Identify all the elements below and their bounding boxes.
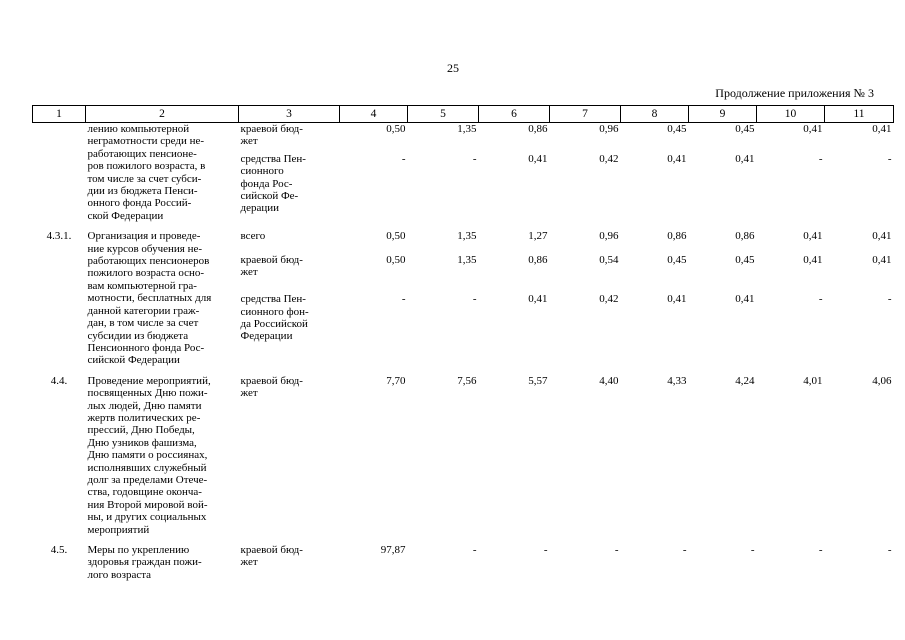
value-cell: 0,86 xyxy=(528,123,548,135)
funding-source: средства Пен- сионного фон- да Российской Федерации xyxy=(240,293,309,343)
column-header: 8 xyxy=(621,106,689,123)
column-header: 9 xyxy=(689,106,757,123)
value-cell: 1,35 xyxy=(457,230,477,243)
column-header: 6 xyxy=(479,106,550,123)
row-id: 4.4. xyxy=(50,374,68,387)
value-cell: 0,86 xyxy=(528,254,548,267)
value-cell: 7,56 xyxy=(457,374,477,387)
funding-source: краевой бюд- жет xyxy=(240,544,303,569)
funding-source: средства Пен- сионного фонда Рос- сийской Фе- дерации xyxy=(240,152,306,215)
value-cell: - xyxy=(401,152,406,165)
funding-source: всего xyxy=(240,230,266,243)
column-header: 4 xyxy=(340,106,408,123)
value-cell: - xyxy=(818,293,823,306)
value-cell: - xyxy=(401,293,406,306)
column-header: 10 xyxy=(757,106,825,123)
value-cell: 1,35 xyxy=(457,254,477,267)
value-cell: 0,96 xyxy=(599,230,619,243)
column-number-row xyxy=(33,106,894,123)
value-cell: 5,57 xyxy=(528,374,548,387)
table-row xyxy=(33,367,894,536)
value-cell: 0,41 xyxy=(667,293,687,306)
budget-table xyxy=(32,105,894,581)
value-cell: 4,24 xyxy=(735,374,755,387)
value-cell: 0,41 xyxy=(803,230,823,243)
value-cell: - xyxy=(887,293,892,306)
value-cell: 0,96 xyxy=(599,123,619,135)
value-cell: 7,70 xyxy=(386,374,406,387)
column-header: 7 xyxy=(550,106,621,123)
measure-name: лению компьютерной неграмотности среди не- работающих пенсионе- ров пожилого возраста, в том числе за счет субси- дии из бюджета Пенси- онного фонда Россий- ской Федерации xyxy=(87,123,206,222)
value-cell: - xyxy=(682,544,687,556)
value-cell: 4,33 xyxy=(667,374,687,387)
table-row xyxy=(33,222,894,252)
value-cell: 0,42 xyxy=(599,293,619,306)
measure-name: Проведение мероприятий, посвященных Дню пожи- лых людей, Дню памяти жертв политических ре- прессий, Дню Победы, Дню узников фашизма, Дню памяти о россиянах, исполнявших служебный долг за пределами Отече- ства, годовщине оконча- ния Второй мировой вой- ны, и других социальных мероприятий xyxy=(87,374,211,536)
value-cell: 0,41 xyxy=(872,254,892,267)
value-cell: 0,45 xyxy=(667,254,687,267)
value-cell: 0,42 xyxy=(599,152,619,165)
value-cell: - xyxy=(472,293,477,306)
value-cell: - xyxy=(818,152,823,165)
funding-source: краевой бюд- жет xyxy=(240,254,303,279)
continuation-heading: Продолжение приложения № 3 xyxy=(715,86,874,100)
column-header: 2 xyxy=(86,106,239,123)
value-cell: 97,87 xyxy=(380,544,406,556)
value-cell: 4,06 xyxy=(872,374,892,387)
value-cell: - xyxy=(472,152,477,165)
measure-name: Организация и проведе- ние курсов обучения не- работающих пенсионеров пожилого возраста осно- вам компьютерной гра- мотности, бесплатных для данной категории граж- дан, в том числе за счет субсидии из бюджета Пенсионного фонда Рос- сийской Федерации xyxy=(87,230,212,367)
value-cell: - xyxy=(818,544,823,556)
value-cell: 0,45 xyxy=(667,123,687,135)
table-row xyxy=(33,123,894,151)
value-cell: 4,40 xyxy=(599,374,619,387)
value-cell: 0,41 xyxy=(872,123,892,135)
value-cell: - xyxy=(472,544,477,556)
measure-name: Меры по укреплению здоровья граждан пожи- лого возраста xyxy=(87,544,202,581)
table-row xyxy=(33,536,894,581)
value-cell: 0,41 xyxy=(735,152,755,165)
value-cell: 0,41 xyxy=(528,293,548,306)
column-header: 11 xyxy=(825,106,894,123)
value-cell: 1,35 xyxy=(457,123,477,135)
value-cell: 0,41 xyxy=(735,293,755,306)
funding-source: краевой бюд- жет xyxy=(240,374,303,400)
value-cell: 0,54 xyxy=(599,254,619,267)
funding-source: краевой бюд- жет xyxy=(240,123,303,148)
value-cell: 0,45 xyxy=(735,254,755,267)
page-number: 25 xyxy=(447,61,459,75)
value-cell: - xyxy=(614,544,619,556)
value-cell: 0,41 xyxy=(872,230,892,243)
value-cell: 0,41 xyxy=(528,152,548,165)
value-cell: 0,45 xyxy=(735,123,755,135)
column-header: 3 xyxy=(239,106,340,123)
row-id: 4.5. xyxy=(50,544,68,556)
value-cell: 0,41 xyxy=(803,123,823,135)
value-cell: 0,50 xyxy=(386,230,406,243)
value-cell: - xyxy=(887,544,892,556)
value-cell: 0,50 xyxy=(386,123,406,135)
column-header: 5 xyxy=(408,106,479,123)
value-cell: 0,50 xyxy=(386,254,406,267)
value-cell: 0,41 xyxy=(803,254,823,267)
value-cell: 1,27 xyxy=(528,230,548,243)
value-cell: 0,41 xyxy=(667,152,687,165)
value-cell: - xyxy=(887,152,892,165)
value-cell: - xyxy=(750,544,755,556)
row-id: 4.3.1. xyxy=(46,230,72,243)
value-cell: 0,86 xyxy=(667,230,687,243)
value-cell: - xyxy=(543,544,548,556)
value-cell: 4,01 xyxy=(803,374,823,387)
row-id xyxy=(33,123,86,223)
column-header: 1 xyxy=(33,106,86,123)
value-cell: 0,86 xyxy=(735,230,755,243)
